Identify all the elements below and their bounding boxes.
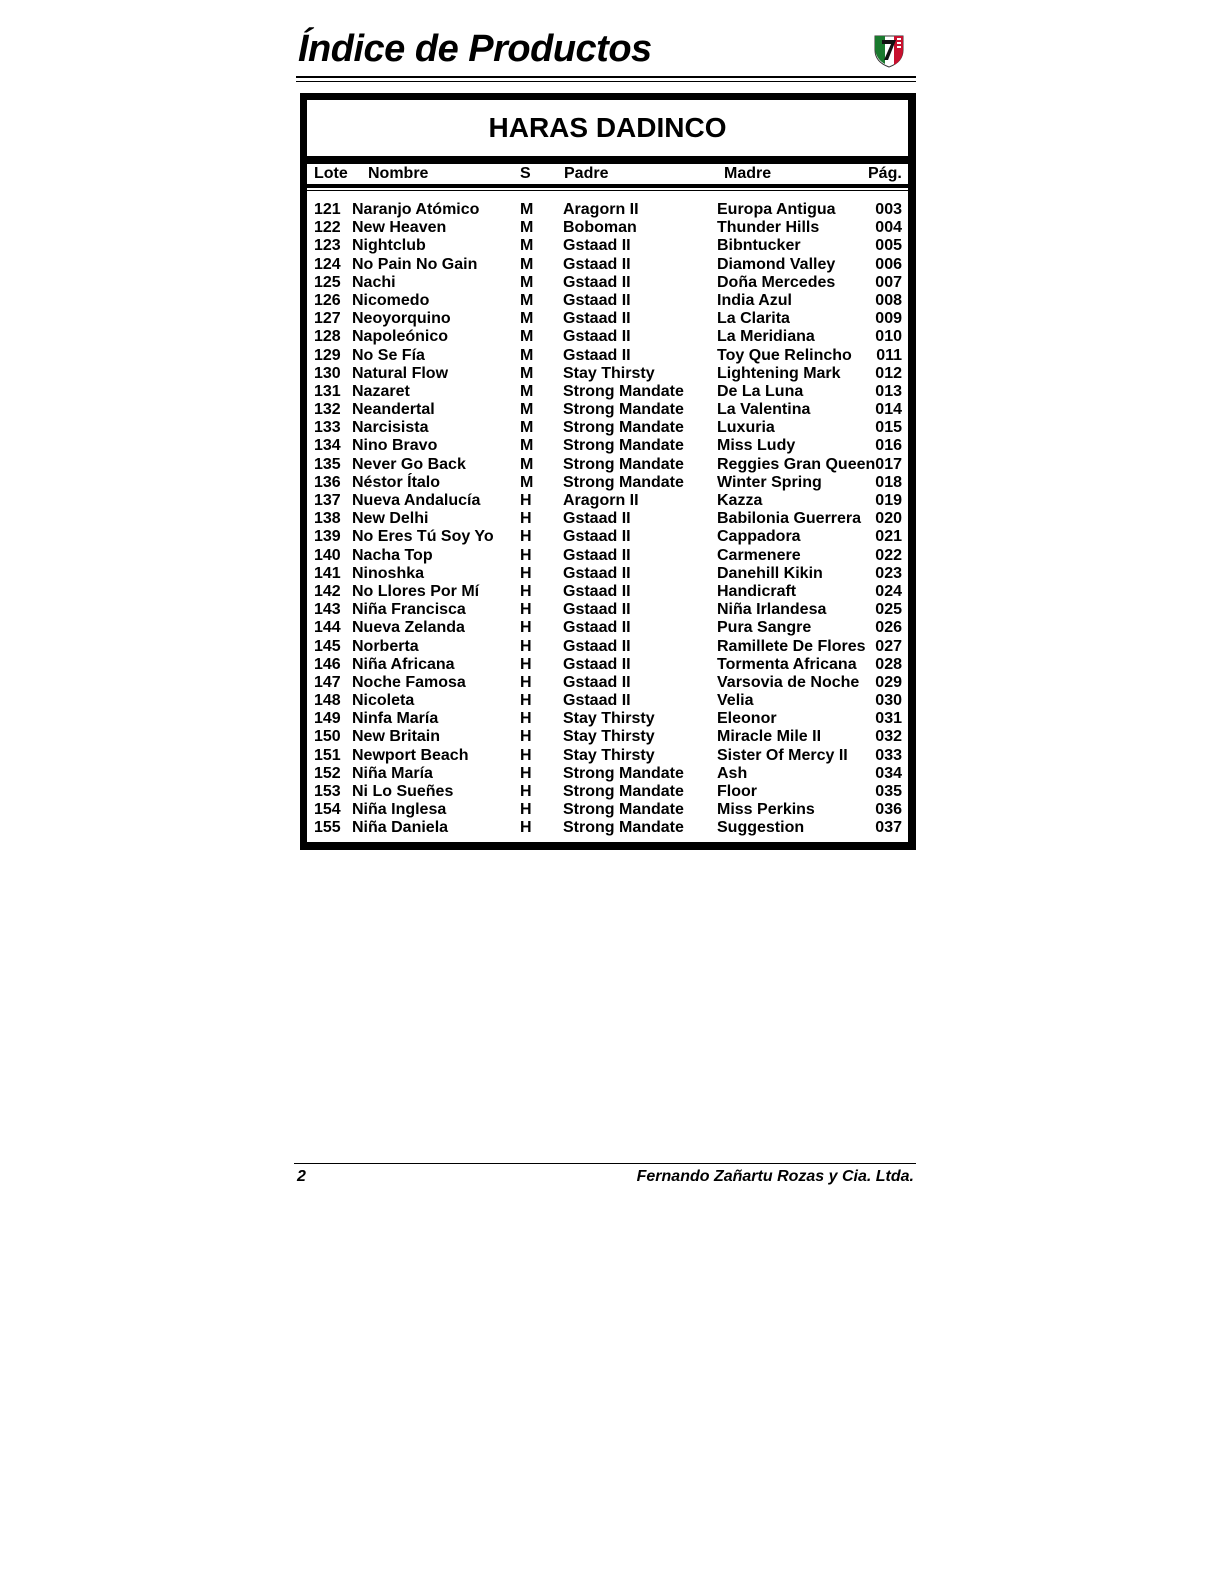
cell-padre: Gstaad II <box>563 619 631 637</box>
cell-pagina: 028 <box>875 655 902 673</box>
cell-madre: Tormenta Africana <box>717 655 857 673</box>
cell-nombre: Naranjo Atómico <box>352 201 480 218</box>
cell-sexo: M <box>520 219 534 237</box>
cell-padre: Strong Mandate <box>563 801 684 819</box>
cell-pagina: 037 <box>875 819 902 837</box>
cell-sexo: H <box>520 637 532 655</box>
cell-sexo: M <box>520 473 534 491</box>
cell-padre: Strong Mandate <box>563 401 684 419</box>
cell-sexo: M <box>520 273 534 291</box>
cell-madre: Europa Antigua <box>717 201 836 218</box>
cell-lote: 149 <box>314 710 341 728</box>
cell-madre: India Azul <box>717 291 792 309</box>
cell-pagina: 033 <box>875 746 902 764</box>
cell-lote: 144 <box>314 619 341 637</box>
cell-madre: Luxuria <box>717 419 775 437</box>
table-row <box>307 274 908 292</box>
cell-madre: Babilonia Guerrera <box>717 510 862 528</box>
cell-padre: Stay Thirsty <box>563 710 655 728</box>
cell-lote: 153 <box>314 783 341 800</box>
table-row <box>307 619 908 637</box>
cell-nombre: No Se Fía <box>352 346 425 364</box>
table-row <box>307 201 908 219</box>
cell-lote: 131 <box>314 382 341 400</box>
cell-nombre: Nightclub <box>352 237 426 255</box>
cell-lote: 138 <box>314 510 341 528</box>
cell-pagina: 026 <box>875 619 902 637</box>
cell-padre: Strong Mandate <box>563 783 684 800</box>
cell-nombre: Nueva Andalucía <box>352 492 481 509</box>
cell-nombre: Néstor Ítalo <box>352 473 441 491</box>
cell-sexo: M <box>520 328 534 346</box>
cell-pagina: 017 <box>875 455 902 473</box>
cell-lote: 155 <box>314 819 341 837</box>
cell-sexo: H <box>520 601 532 619</box>
cell-pagina: 022 <box>875 546 902 564</box>
cell-padre: Gstaad II <box>563 692 631 710</box>
cell-sexo: H <box>520 619 532 637</box>
cell-lote: 154 <box>314 801 341 819</box>
cell-padre: Strong Mandate <box>563 437 684 455</box>
cell-padre: Aragorn II <box>563 492 639 509</box>
cell-nombre: Natural Flow <box>352 364 449 382</box>
column-header-madre: Madre <box>724 165 772 182</box>
cell-madre: Toy Que Relincho <box>717 346 852 364</box>
cell-madre: Handicraft <box>717 582 797 600</box>
cell-pagina: 024 <box>875 582 902 600</box>
cell-padre: Gstaad II <box>563 237 631 255</box>
cell-pagina: 029 <box>875 673 902 691</box>
cell-lote: 126 <box>314 291 341 309</box>
cell-madre: Niña Irlandesa <box>717 601 827 619</box>
cell-pagina: 006 <box>875 255 902 273</box>
cell-madre: Ash <box>717 764 748 782</box>
cell-nombre: Norberta <box>352 637 419 655</box>
cell-pagina: 008 <box>875 291 902 309</box>
cell-sexo: H <box>520 673 532 691</box>
cell-lote: 125 <box>314 273 341 291</box>
cell-lote: 143 <box>314 601 341 619</box>
cell-padre: Strong Mandate <box>563 764 684 782</box>
column-header-s: S <box>520 165 531 182</box>
cell-madre: Danehill Kikin <box>717 564 823 582</box>
cell-madre: Winter Spring <box>717 473 822 491</box>
cell-madre: Suggestion <box>717 819 805 837</box>
cell-sexo: M <box>520 437 534 455</box>
cell-sexo: H <box>520 801 532 819</box>
table-row <box>307 601 908 619</box>
cell-pagina: 013 <box>875 382 902 400</box>
cell-nombre: Newport Beach <box>352 746 469 764</box>
cell-lote: 145 <box>314 637 341 655</box>
cell-pagina: 016 <box>875 437 902 455</box>
cell-nombre: Nino Bravo <box>352 437 438 455</box>
cell-sexo: H <box>520 564 532 582</box>
column-header-lote: Lote <box>314 165 348 182</box>
table-row <box>307 419 908 437</box>
cell-padre: Stay Thirsty <box>563 728 655 746</box>
table-row <box>307 783 908 801</box>
cell-nombre: No Llores Por Mí <box>352 582 480 600</box>
cell-lote: 134 <box>314 437 341 455</box>
cell-sexo: H <box>520 819 532 837</box>
cell-nombre: New Britain <box>352 728 441 746</box>
cell-padre: Stay Thirsty <box>563 746 655 764</box>
cell-pagina: 010 <box>875 328 902 346</box>
table-row <box>307 401 908 419</box>
cell-sexo: H <box>520 528 532 546</box>
cell-padre: Gstaad II <box>563 273 631 291</box>
cell-padre: Strong Mandate <box>563 382 684 400</box>
cell-nombre: Niña Africana <box>352 655 455 673</box>
cell-madre: Ramillete De Flores <box>717 637 866 655</box>
table-row <box>307 292 908 310</box>
catalog-heading: HARAS DADINCO <box>488 112 727 143</box>
cell-nombre: Nacha Top <box>352 546 433 564</box>
cell-padre: Gstaad II <box>563 673 631 691</box>
cell-padre: Gstaad II <box>563 346 631 364</box>
cell-padre: Gstaad II <box>563 637 631 655</box>
cell-padre: Gstaad II <box>563 255 631 273</box>
table-row <box>307 456 908 474</box>
cell-padre: Strong Mandate <box>563 419 684 437</box>
cell-padre: Gstaad II <box>563 510 631 528</box>
cell-padre: Stay Thirsty <box>563 364 655 382</box>
cell-lote: 133 <box>314 419 341 437</box>
cell-lote: 136 <box>314 473 341 491</box>
catalog-table <box>307 201 908 838</box>
cell-madre: Miss Perkins <box>717 801 815 819</box>
cell-pagina: 007 <box>875 273 902 291</box>
cell-padre: Gstaad II <box>563 546 631 564</box>
cell-sexo: M <box>520 419 534 437</box>
cell-lote: 135 <box>314 455 341 473</box>
cell-madre: Diamond Valley <box>717 255 836 273</box>
table-row <box>307 674 908 692</box>
cell-sexo: H <box>520 492 532 509</box>
cell-sexo: H <box>520 710 532 728</box>
cell-nombre: Nicoleta <box>352 692 415 710</box>
cell-lote: 124 <box>314 255 341 273</box>
cell-lote: 147 <box>314 673 341 691</box>
column-header-pag: Pág. <box>868 165 902 182</box>
cell-madre: Reggies Gran Queen <box>717 455 876 473</box>
cell-lote: 127 <box>314 310 341 328</box>
cell-lote: 151 <box>314 746 341 764</box>
cell-sexo: H <box>520 692 532 710</box>
cell-padre: Aragorn II <box>563 201 639 218</box>
cell-sexo: H <box>520 783 532 800</box>
cell-madre: Kazza <box>717 492 763 509</box>
cell-nombre: Niña Inglesa <box>352 801 447 819</box>
header-divider <box>307 184 908 188</box>
page-title: Índice de Productos <box>298 28 652 70</box>
cell-madre: Varsovia de Noche <box>717 673 860 691</box>
cell-sexo: M <box>520 382 534 400</box>
table-row <box>307 656 908 674</box>
table-row <box>307 347 908 365</box>
cell-sexo: H <box>520 746 532 764</box>
header-divider-thin <box>307 190 908 191</box>
cell-pagina: 009 <box>875 310 902 328</box>
cell-pagina: 021 <box>875 528 902 546</box>
cell-sexo: M <box>520 364 534 382</box>
cell-pagina: 023 <box>875 564 902 582</box>
cell-nombre: Narcisista <box>352 419 429 437</box>
cell-lote: 140 <box>314 546 341 564</box>
cell-sexo: H <box>520 655 532 673</box>
cell-sexo: H <box>520 546 532 564</box>
cell-pagina: 011 <box>876 346 902 364</box>
cell-lote: 148 <box>314 692 341 710</box>
table-row <box>307 492 908 510</box>
cell-nombre: Ninfa María <box>352 710 439 728</box>
table-row <box>307 692 908 710</box>
cell-lote: 129 <box>314 346 341 364</box>
cell-lote: 141 <box>314 564 341 582</box>
cell-pagina: 012 <box>875 364 902 382</box>
table-row <box>307 819 908 837</box>
cell-sexo: M <box>520 201 534 218</box>
cell-pagina: 015 <box>875 419 902 437</box>
cell-nombre: Niña Francisca <box>352 601 466 619</box>
cell-madre: Bibntucker <box>717 237 801 255</box>
cell-padre: Gstaad II <box>563 291 631 309</box>
heading-divider <box>300 156 916 164</box>
table-row <box>307 765 908 783</box>
cell-padre: Boboman <box>563 219 637 237</box>
cell-pagina: 019 <box>875 492 902 509</box>
cell-pagina: 003 <box>875 201 902 218</box>
cell-madre: Miracle Mile II <box>717 728 822 746</box>
cell-nombre: Ni Lo Sueñes <box>352 783 454 800</box>
cell-pagina: 036 <box>875 801 902 819</box>
cell-madre: De La Luna <box>717 382 804 400</box>
cell-madre: Miss Ludy <box>717 437 796 455</box>
cell-nombre: Napoleónico <box>352 328 449 346</box>
cell-pagina: 025 <box>875 601 902 619</box>
cell-pagina: 027 <box>875 637 902 655</box>
cell-sexo: H <box>520 582 532 600</box>
cell-lote: 128 <box>314 328 341 346</box>
cell-nombre: Never Go Back <box>352 455 466 473</box>
column-header-nombre: Nombre <box>368 165 429 182</box>
table-row <box>307 547 908 565</box>
cell-sexo: H <box>520 510 532 528</box>
cell-padre: Gstaad II <box>563 655 631 673</box>
cell-lote: 139 <box>314 528 341 546</box>
cell-lote: 152 <box>314 764 341 782</box>
cell-pagina: 035 <box>875 783 902 800</box>
table-row <box>307 474 908 492</box>
table-row <box>307 510 908 528</box>
cell-nombre: New Delhi <box>352 510 429 528</box>
cell-pagina: 005 <box>875 237 902 255</box>
footer-divider <box>294 1163 916 1164</box>
cell-pagina: 034 <box>875 764 902 782</box>
cell-nombre: Nicomedo <box>352 291 430 309</box>
cell-madre: Thunder Hills <box>717 219 820 237</box>
cell-lote: 150 <box>314 728 341 746</box>
cell-madre: Velia <box>717 692 754 710</box>
table-row <box>307 328 908 346</box>
cell-pagina: 014 <box>875 401 902 419</box>
cell-sexo: H <box>520 764 532 782</box>
cell-pagina: 004 <box>875 219 902 237</box>
table-row <box>307 256 908 274</box>
table-row <box>307 565 908 583</box>
cell-pagina: 018 <box>875 473 902 491</box>
cell-madre: Pura Sangre <box>717 619 812 637</box>
cell-lote: 123 <box>314 237 341 255</box>
column-header-padre: Padre <box>564 165 609 182</box>
cell-padre: Gstaad II <box>563 528 631 546</box>
cell-nombre: Noche Famosa <box>352 673 466 691</box>
table-row <box>307 747 908 765</box>
cell-sexo: H <box>520 728 532 746</box>
cell-madre: Carmenere <box>717 546 801 564</box>
cell-lote: 121 <box>314 201 341 218</box>
cell-madre: Cappadora <box>717 528 801 546</box>
cell-sexo: M <box>520 401 534 419</box>
cell-padre: Strong Mandate <box>563 455 684 473</box>
table-row <box>307 728 908 746</box>
cell-padre: Gstaad II <box>563 582 631 600</box>
cell-sexo: M <box>520 310 534 328</box>
table-row <box>307 638 908 656</box>
cell-madre: La Meridiana <box>717 328 815 346</box>
page-number: 2 <box>297 1168 306 1185</box>
cell-nombre: Nueva Zelanda <box>352 619 465 637</box>
cell-pagina: 030 <box>875 692 902 710</box>
title-divider <box>296 76 916 78</box>
cell-sexo: M <box>520 255 534 273</box>
cell-nombre: No Eres Tú Soy Yo <box>352 528 494 546</box>
cell-madre: Floor <box>717 783 757 800</box>
cell-lote: 146 <box>314 655 341 673</box>
cell-nombre: Niña Daniela <box>352 819 449 837</box>
cell-pagina: 032 <box>875 728 902 746</box>
table-row <box>307 710 908 728</box>
cell-sexo: M <box>520 237 534 255</box>
cell-madre: La Clarita <box>717 310 790 328</box>
cell-nombre: Neandertal <box>352 401 435 419</box>
cell-lote: 122 <box>314 219 341 237</box>
table-row <box>307 801 908 819</box>
table-row <box>307 310 908 328</box>
cell-padre: Gstaad II <box>563 564 631 582</box>
cell-lote: 137 <box>314 492 341 509</box>
cell-nombre: Ninoshka <box>352 564 425 582</box>
cell-madre: Lightening Mark <box>717 364 841 382</box>
cell-nombre: Nazaret <box>352 382 410 400</box>
cell-madre: La Valentina <box>717 401 811 419</box>
table-row <box>307 437 908 455</box>
cell-padre: Gstaad II <box>563 310 631 328</box>
cell-nombre: New Heaven <box>352 219 447 237</box>
cell-lote: 142 <box>314 582 341 600</box>
table-row <box>307 365 908 383</box>
cell-padre: Gstaad II <box>563 328 631 346</box>
cell-madre: Doña Mercedes <box>717 273 836 291</box>
cell-nombre: Nachi <box>352 273 396 291</box>
cell-padre: Gstaad II <box>563 601 631 619</box>
table-row <box>307 237 908 255</box>
cell-pagina: 020 <box>875 510 902 528</box>
cell-sexo: M <box>520 346 534 364</box>
cell-padre: Strong Mandate <box>563 819 684 837</box>
cell-madre: Sister Of Mercy II <box>717 746 848 764</box>
company-crest-icon <box>870 30 908 68</box>
cell-nombre: Neoyorquino <box>352 310 451 328</box>
title-divider-thin <box>296 81 916 82</box>
cell-padre: Strong Mandate <box>563 473 684 491</box>
cell-lote: 132 <box>314 401 341 419</box>
company-name: Fernando Zañartu Rozas y Cia. Ltda. <box>636 1168 914 1185</box>
cell-pagina: 031 <box>875 710 902 728</box>
table-row <box>307 583 908 601</box>
table-row <box>307 528 908 546</box>
cell-nombre: No Pain No Gain <box>352 255 478 273</box>
cell-madre: Eleonor <box>717 710 777 728</box>
cell-sexo: M <box>520 291 534 309</box>
cell-nombre: Niña María <box>352 764 433 782</box>
table-row <box>307 383 908 401</box>
table-row <box>307 219 908 237</box>
cell-lote: 130 <box>314 364 341 382</box>
cell-sexo: M <box>520 455 534 473</box>
